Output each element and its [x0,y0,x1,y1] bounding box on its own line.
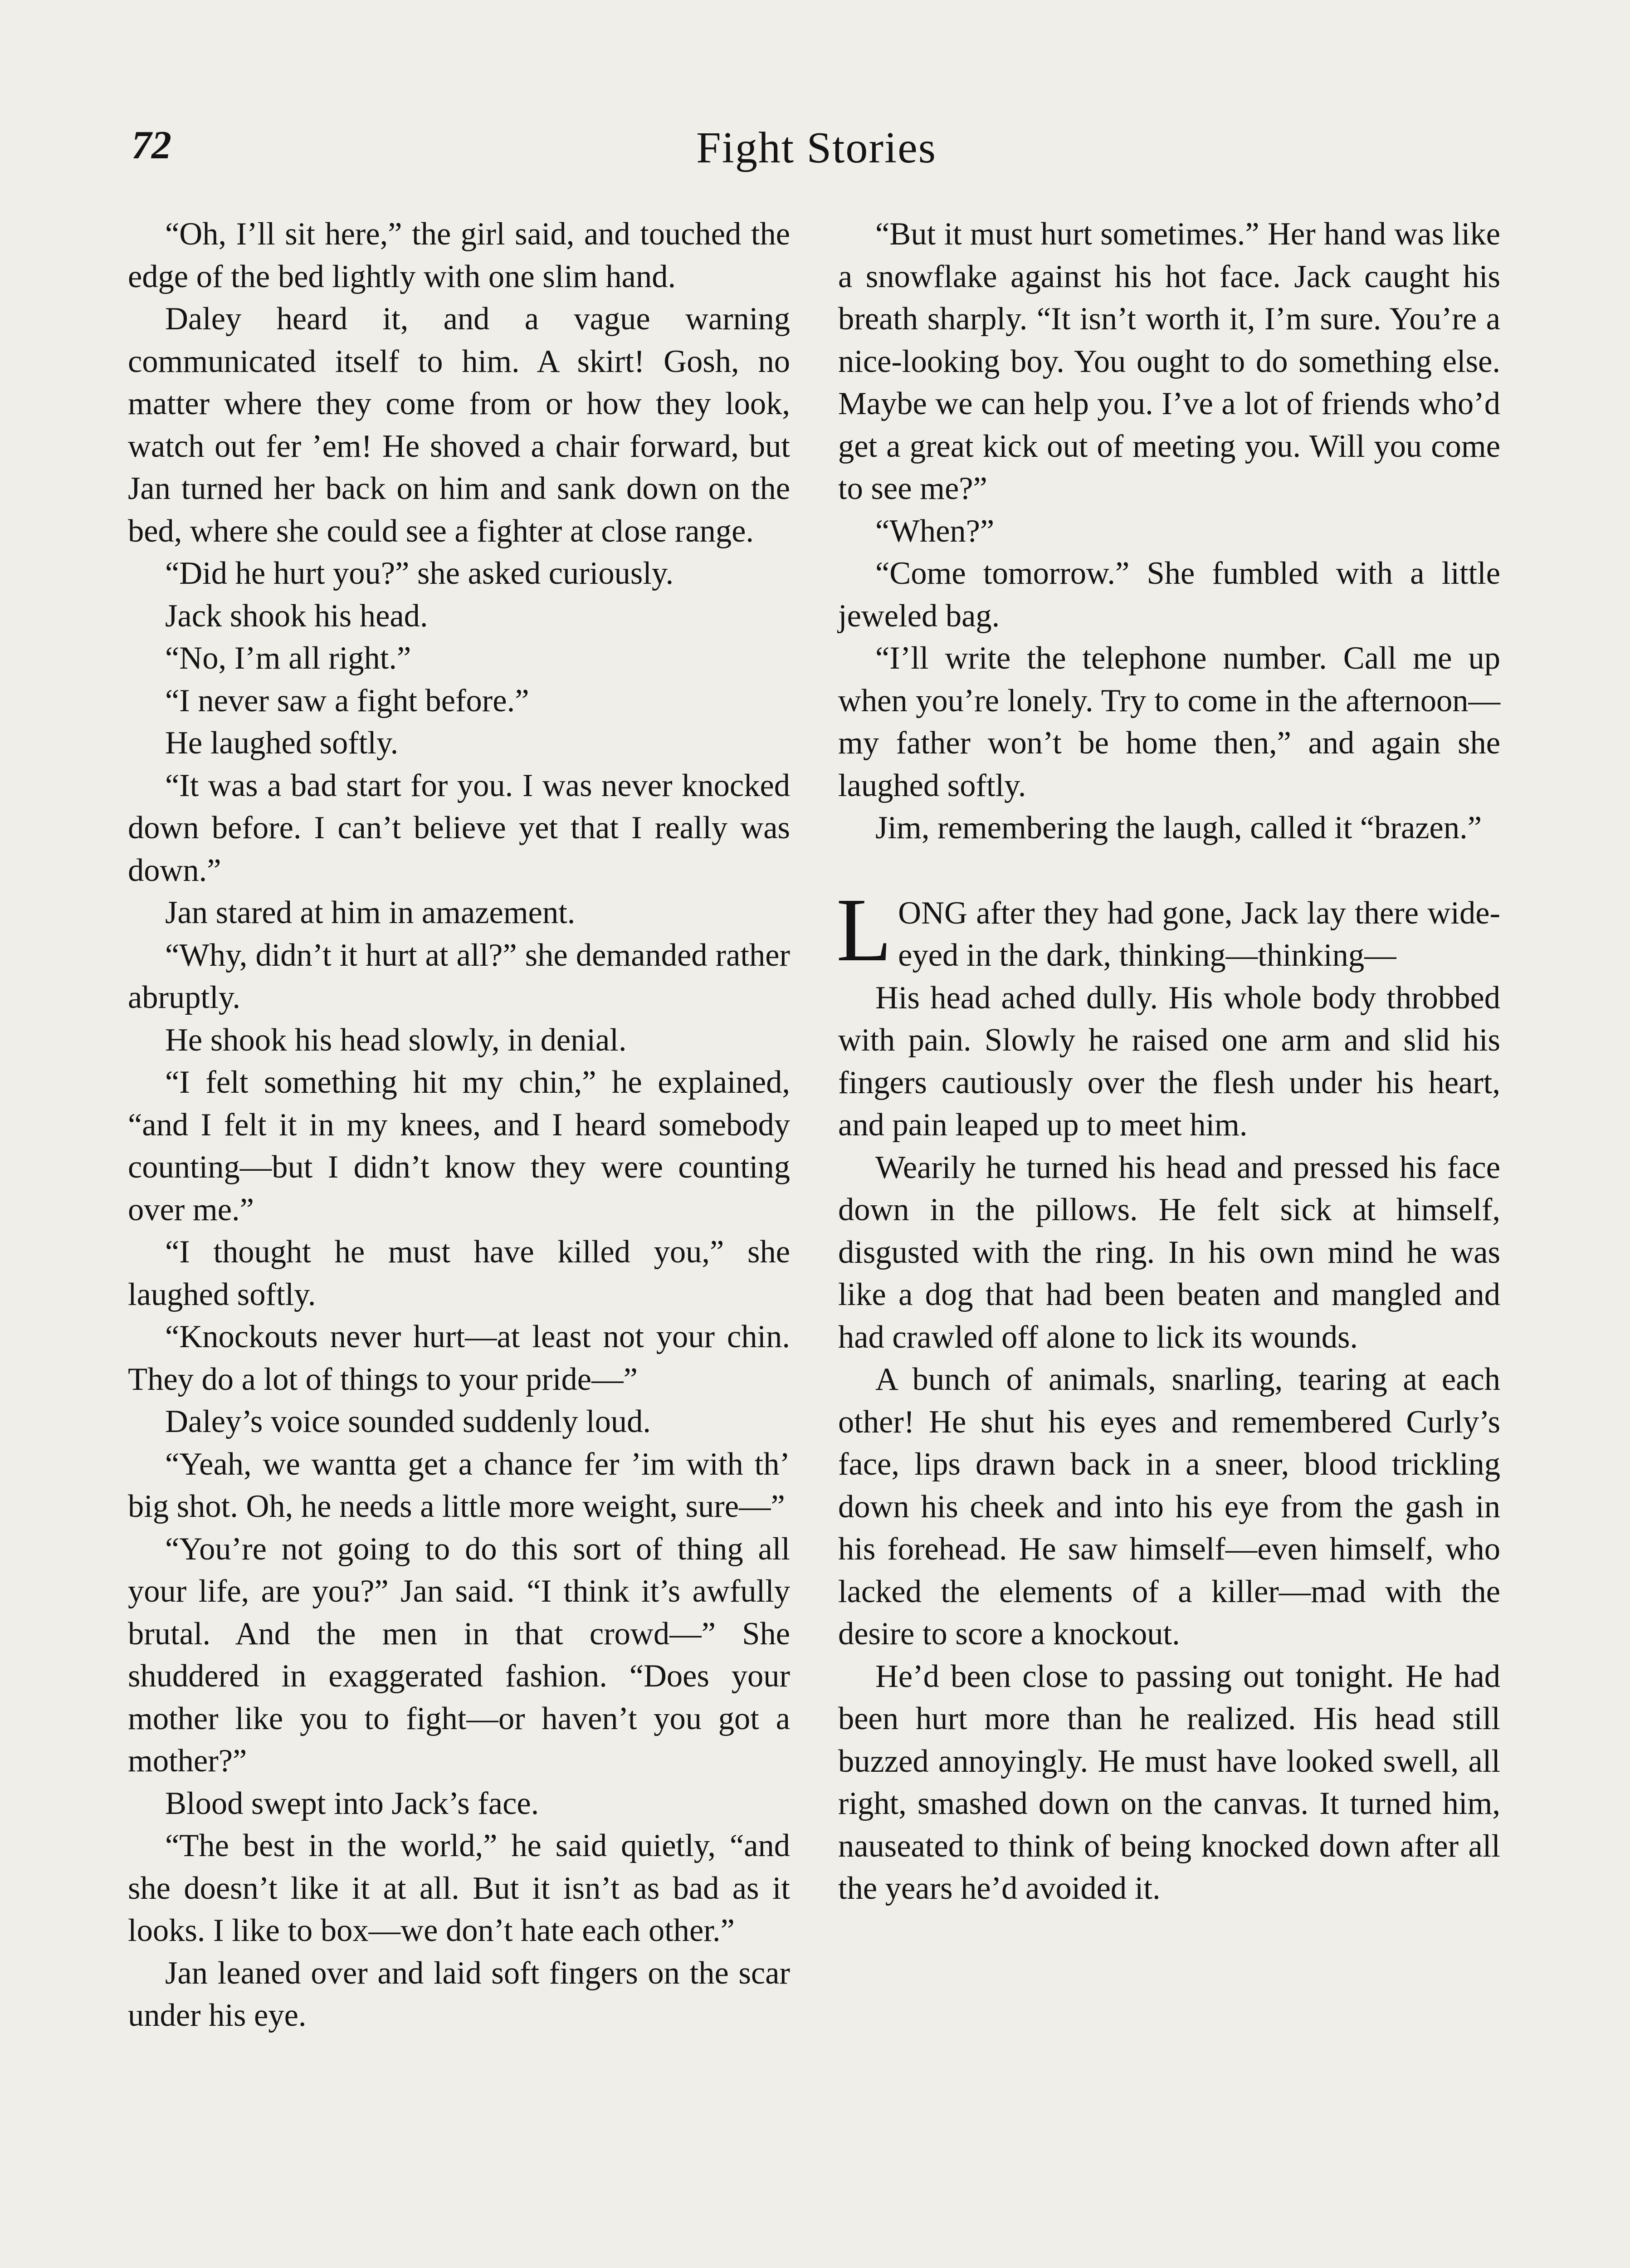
paragraph: “Come tomorrow.” She fumbled with a little jeweled bag. [838,556,1500,634]
paragraph: Jan stared at him in amazement. [165,895,576,930]
paragraph: He shook his head slowly, in denial. [165,1022,627,1058]
left-column [128,213,790,2037]
paragraph: “I thought he must have killed you,” she laughed softly. [128,1234,790,1312]
running-title: Fight Stories [696,123,937,172]
paragraph: “When?” [875,513,995,549]
section-opening-text: ONG after they had gone, Jack lay there wide-eyed in the dark, thinking—thinking— [898,895,1500,973]
section-opening-paragraph [836,880,1500,980]
paragraph: Daley’s voice sounded suddenly loud. [165,1404,651,1439]
paragraph: “I’ll write the telephone number. Call me up when you’re lonely. Try to come in the afternoon—my father won’t be home then,” and again she laughed softly. [838,640,1500,803]
drop-cap: L [836,880,892,980]
right-column [838,213,1500,1910]
paragraph: He laughed softly. [165,725,399,761]
paragraph: His head ached dully. His whole body throbbed with pain. Slowly he raised one arm and slid his fingers cautiously over the flesh under his heart, and pain leaped up to meet him. [838,980,1500,1143]
paragraph: “Why, didn’t it hurt at all?” she demanded rather abruptly. [128,937,790,1015]
paragraph: He’d been close to passing out tonight. He had been hurt more than he realized. His head still buzzed annoyingly. He must have looked swell, all right, smashed down on the canvas. It turned him, nauseated to think of being knocked down after all the years he’d avoided it. [838,1658,1500,1906]
paragraph: “Knockouts never hurt—at least not your chin. They do a lot of things to your pride—” [128,1319,790,1397]
paragraph: “Did he hurt you?” she asked curiously. [165,556,674,591]
paragraph: A bunch of animals, snarling, tearing at each other! He shut his eyes and remembered Curly’s face, lips drawn back in a sneer, blood trickling down his cheek and into his eye from the gash in his forehead. He saw himself—even himself, who lacked the elements of a killer—mad with the desire to score a knockout. [838,1362,1500,1652]
paragraph: “Yeah, we wantta get a chance fer ’im with th’ big shot. Oh, he needs a little more weight, sure—” [128,1446,790,1524]
paragraph: “I never saw a fight before.” [165,683,529,719]
paragraph: “Oh, I’ll sit here,” the girl said, and touched the edge of the bed lightly with one slim hand. [128,216,790,294]
paragraph: “You’re not going to do this sort of thing all your life, are you?” Jan said. “I think it’s awfully brutal. And the men in that crowd—” She shuddered in exaggerated fashion. “Does your mother like you to fight—or haven’t you got a mother?” [128,1531,790,1779]
paragraph: “I felt something hit my chin,” he explained, “and I felt it in my knees, and I heard somebody counting—but I didn’t know they were counting over me.” [128,1065,790,1227]
paragraph: Wearily he turned his head and pressed his face down in the pillows. He felt sick at himself, disgusted with the ring. In his own mind he was like a dog that had been beaten and mangled and had crawled off alone to lick its wounds. [838,1149,1500,1355]
paragraph: “But it must hurt sometimes.” Her hand was like a snowflake against his hot face. Jack caught his breath sharply. “It isn’t worth it, I’m sure. You’re a nice-looking boy. You ought to do something else. Maybe we can help you. I’ve a lot of friends who’d get a great kick out of meeting you. Will you come to see me?” [838,216,1500,506]
page-header [132,122,1501,181]
paragraph: “It was a bad start for you. I was never knocked down before. I can’t believe yet that I really was down.” [128,767,790,888]
paragraph: Blood swept into Jack’s face. [165,1785,539,1821]
paragraph: Jan leaned over and laid soft fingers on the scar under his eye. [128,1955,790,2033]
page-number: 72 [132,123,171,167]
paragraph: Jack shook his head. [165,598,428,634]
paragraph: Jim, remembering the laugh, called it “brazen.” [875,810,1482,846]
paragraph: “No, I’m all right.” [165,640,411,676]
paragraph: “The best in the world,” he said quietly, “and she doesn’t like it at all. But it isn’t as bad as it looks. I like to box—we don’t hate each other.” [128,1828,790,1948]
paragraph: Daley heard it, and a vague warning communicated itself to him. A skirt! Gosh, no matter where they come from or how they look, watch out fer ’em! He shoved a chair forward, but Jan turned her back on him and sank down on the bed, where she could see a fighter at close range. [128,301,790,549]
